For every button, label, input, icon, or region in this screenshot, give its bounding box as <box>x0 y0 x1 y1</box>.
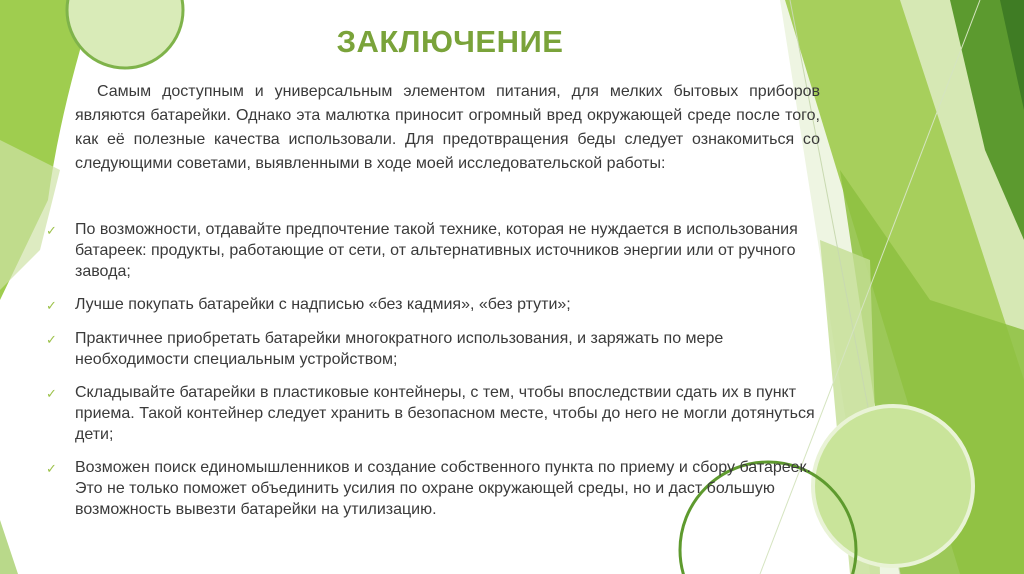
list-item-text: Складывайте батарейки в пластиковые контейнеры, с тем, чтобы впоследствии сдать их в пункт приема. Такой контейнер следует хранить в безопасном месте, чтобы до него не могли дотянуться дети; <box>75 384 815 443</box>
checkmark-icon: ✓ <box>46 223 57 238</box>
large-circle <box>813 406 973 566</box>
list-item-text: Возможен поиск единомышленников и создание собственного пункта по приему и сбору батареек. Это не только поможет объединить усилия по охране окружающей среды, но и даст большую возможность вывезти батарейки на утилизацию. <box>75 459 811 518</box>
intro-paragraph: Самым доступным и универсальным элементом питания, для мелких бытовых приборов являются батарейки. Однако эта малютка приносит огромный вред окружающей среде после того, как её полезные качества использовали. Для предотвращения беды следует ознакомиться со следующими советами, выявленными в ходе моей исследовательской работы: <box>75 83 820 172</box>
list-item <box>46 457 818 520</box>
list-item-text: Лучше покупать батарейки с надписью «без кадмия», «без ртути»; <box>75 296 571 313</box>
list-item <box>46 382 818 445</box>
page-title: ЗАКЛЮЧЕНИЕ <box>336 24 564 59</box>
list-item-text: Практичнее приобретать батарейки многократного использования, и заряжать по мере необходимости специальным устройством; <box>75 330 724 368</box>
list-item <box>46 294 818 315</box>
bottom-left-shape <box>0 520 18 574</box>
checkmark-icon: ✓ <box>46 332 57 347</box>
advice-list <box>46 219 818 532</box>
top-left-circle <box>67 0 183 68</box>
checkmark-icon: ✓ <box>46 461 57 476</box>
list-item-text: По возможности, отдавайте предпочтение такой технике, которая не нуждается в использования батареек: продукты, работающие от сети, от альтернативных источников энергии или от ручного завода; <box>75 221 798 280</box>
checkmark-icon: ✓ <box>46 298 57 313</box>
checkmark-icon: ✓ <box>46 386 57 401</box>
list-item <box>46 219 818 282</box>
list-item <box>46 328 818 370</box>
